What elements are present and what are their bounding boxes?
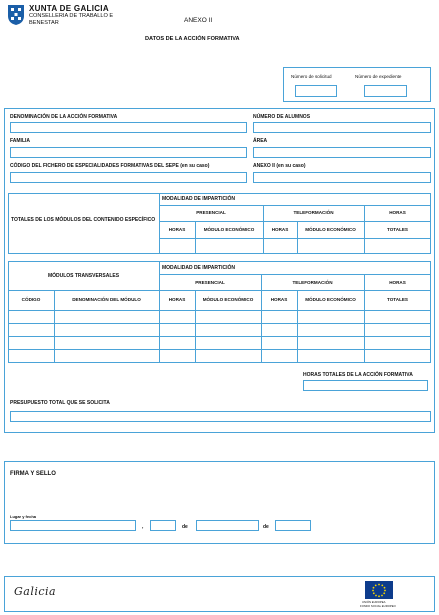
year-field[interactable] xyxy=(275,520,311,531)
firma-section xyxy=(4,461,435,544)
num-alumnos-label: NÚMERO DE ALUMNOS xyxy=(253,114,311,120)
modules-title: MÓDULOS TRANSVERSALES xyxy=(47,273,120,279)
denominacion-field[interactable] xyxy=(10,122,247,133)
codigo-field[interactable] xyxy=(10,172,247,183)
totals-modulo-tele: MÓDULO ECONÓMICO xyxy=(305,227,356,232)
lugar-field[interactable] xyxy=(10,520,136,531)
eu-flag-icon xyxy=(365,581,393,599)
galicia-logo: Galicia xyxy=(14,585,57,598)
presupuesto-field[interactable] xyxy=(10,411,431,422)
presupuesto-label: PRESUPUESTO TOTAL QUE SE SOLICITA xyxy=(10,400,110,406)
familia-field[interactable] xyxy=(10,147,247,158)
solicitud-label: Número de solicitud xyxy=(291,74,332,79)
lugar-label: Lugar y fecha xyxy=(10,514,37,519)
month-field[interactable] xyxy=(196,520,259,531)
totals-totales: TOTALES xyxy=(386,227,408,232)
modules-horas-tele: HORAS xyxy=(270,297,288,302)
org-name: XUNTA DE GALICIA xyxy=(29,4,109,13)
firma-title: FIRMA Y SELLO xyxy=(10,471,56,477)
eu-text2: FONDO SOCIAL EUROPEO xyxy=(360,604,396,608)
modules-modulo-pres: MÓDULO ECONÓMICO xyxy=(202,297,254,302)
firma-comma: , xyxy=(142,524,144,530)
page-title: DATOS DE LA ACCIÓN FORMATIVA xyxy=(145,36,240,42)
day-field[interactable] xyxy=(150,520,176,531)
eu-text1: UNIÓN EUROPEA xyxy=(362,600,386,604)
horas-totales-field[interactable] xyxy=(303,380,428,391)
totals-presencial: PRESENCIAL xyxy=(196,210,226,215)
xunta-shield-icon xyxy=(7,4,25,26)
denominacion-label: DENOMINACIÓN DE LA ACCIÓN FORMATIVA xyxy=(10,114,118,120)
firma-de2: de xyxy=(263,524,269,530)
anexo-field[interactable] xyxy=(253,172,431,183)
org-dept-line2: BENESTAR xyxy=(29,20,59,26)
solicitud-field[interactable] xyxy=(295,85,337,97)
modules-teleformacion: TELEFORMACIÓN xyxy=(292,280,333,285)
modules-denominacion: DENOMINACIÓN DEL MÓDULO xyxy=(72,297,141,302)
firma-de1: de xyxy=(182,524,188,530)
area-label: ÁREA xyxy=(253,138,268,144)
horas-totales-label: HORAS TOTALES DE LA ACCIÓN FORMATIVA xyxy=(303,372,413,378)
modules-codigo: CÓDIGO xyxy=(21,297,41,302)
expediente-label: Número de expediente xyxy=(355,74,402,79)
xunta-logo xyxy=(7,4,25,26)
totals-teleformacion: TELEFORMACIÓN xyxy=(293,210,334,215)
totals-modulo-pres: MÓDULO ECONÓMICO xyxy=(203,227,255,232)
modules-horas-pres: HORAS xyxy=(168,297,186,302)
familia-label: FAMILIA xyxy=(10,138,30,144)
org-dept-line1: CONSELLERIA DE TRABALLO E xyxy=(29,13,114,19)
modules-modalidad: MODALIDAD DE IMPARTICIÓN xyxy=(162,265,235,271)
totals-row-label: TOTALES DE LOS MÓDULOS DEL CONTENIDO ESPECÍFICO xyxy=(11,217,156,223)
totals-table xyxy=(8,193,431,254)
totals-modalidad: MODALIDAD DE IMPARTICIÓN xyxy=(162,196,235,202)
totals-horas-pres: HORAS xyxy=(168,227,186,232)
modules-totales: TOTALES xyxy=(386,297,408,302)
codigo-label: CÓDIGO DEL FICHERO DE ESPECIALIDADES FORMATIVAS DEL SEPE (en su caso) xyxy=(10,163,210,169)
num-alumnos-field[interactable] xyxy=(253,122,431,133)
annex-title: ANEXO II xyxy=(184,17,213,24)
modules-presencial: PRESENCIAL xyxy=(195,280,225,285)
expediente-field[interactable] xyxy=(364,85,407,97)
totals-horas-tele: HORAS xyxy=(271,227,289,232)
totals-horas: HORAS xyxy=(389,210,406,215)
area-field[interactable] xyxy=(253,147,431,158)
modules-modulo-tele: MÓDULO ECONÓMICO xyxy=(305,297,356,302)
modules-horas: HORAS xyxy=(389,280,406,285)
anexo-label: ANEXO II (en su caso) xyxy=(253,163,306,169)
